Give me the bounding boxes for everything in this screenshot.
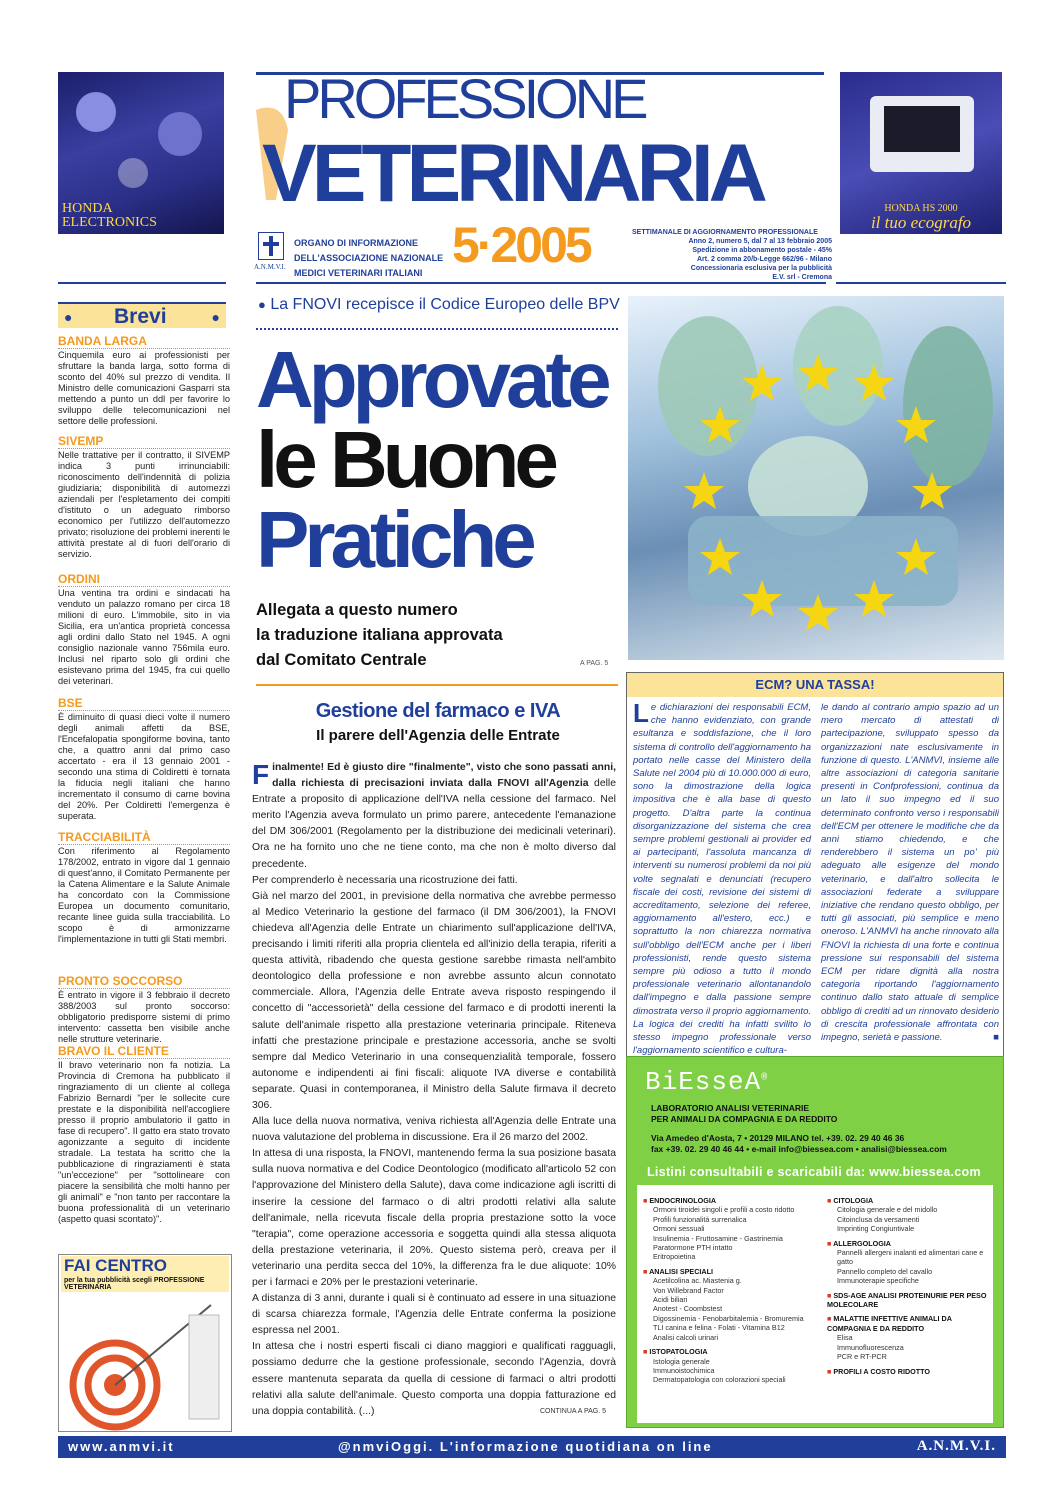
section-divider bbox=[256, 684, 618, 686]
brevi-item: ORDINI Una ventina tra ordini e sindacati ha venduto un palazzo romano per circa 18 milioni di euro. L'immobile, sito in via Sicilia, era un'antica proprietà concessa agli ordini dallo Stato nel 1945. A ogni consiglio nazionale vanno 756mila euro. Inclusi nel riparto solo gli ordini che esistevano prima del 1945, fra cui quello dei veterinari. bbox=[58, 572, 230, 686]
footer-tagline: @nmviOggi. L'informazione quotidiana on line bbox=[338, 1439, 713, 1454]
biessea-services bbox=[637, 1185, 993, 1423]
service-item: Acidi biliari bbox=[653, 1295, 688, 1305]
service-item: Insulinemia - Fruttosamine - Gastrinemia bbox=[653, 1233, 783, 1243]
surgery-photo bbox=[628, 296, 1004, 660]
services-right bbox=[827, 1191, 989, 1376]
article2-subtitle: Il parere dell'Agenzia delle Entrate bbox=[316, 727, 560, 744]
service-item: Imprinting Congiuntivale bbox=[837, 1224, 915, 1234]
header-rule-center bbox=[256, 282, 826, 284]
brevi-header bbox=[58, 302, 226, 328]
service-section-title: ■ PROFILI A COSTO RIDOTTO bbox=[827, 1367, 989, 1376]
article2-title: Gestione del farmaco e IVA bbox=[315, 700, 561, 722]
footer-bar bbox=[58, 1436, 1006, 1458]
eu-stars-icon bbox=[628, 296, 1004, 660]
dropcap: F bbox=[252, 759, 270, 790]
biessea-address: Via Amedeo d'Aosta, 7 • 20129 MILANO tel. +39. 02. 29 40 46 36 fax +39. 02. 29 40 46 44 • e-mail info@biessea.com • analisi@biessea.com bbox=[651, 1133, 947, 1154]
ecm-editorial-box bbox=[626, 672, 1004, 1062]
brevi-item: PRONTO SOCCORSO È entrato in vigore il 3 febbraio il decreto 388/2003 sul pronto soccorso: obbligatorio predisporre sistemi di primo intervento: cassetta ben visibile anche nelle strutture veterinarie. bbox=[58, 974, 230, 1044]
article2-body: Finalmente! Ed è giusto dire "finalmente", visto che sono passati anni, dalla richiesta di precisazioni inviata dalla FNOVI all'Agenzia delle Entrate a proposito di applicazione dell'IVA nella cessione del farmaco. Nel merito l'Agenzia aveva formulato un primo parere, antecedente l'emanazione del DM 306/2001 (Regolamento per la distribuzione dei medicinali veterinari). Ora ne ha fornito uno che ne tiene conto, ma che non è molto diverso dal precedente. Per comprenderlo è necessaria una ricostruzione dei fatti. Già nel marzo del 2001, in previsione della normativa che avrebbe permesso al Medico Veterinario la gestione del farmaco (il DM 306/2001), la FNOVI chiedeva all'Agenzia delle Entrate un chiarimento sull'applicazione dell'IVA, precisando i limiti riferiti alla propria clientela ed all'inizio della terapia, riferiti a questa attività, ribadendo che questa gestione sarebbe rimasta nell'ambito deontologico della professione e non avrebbe assunto alcun connotato commerciale. Allora, l'Agenzia delle Entrate aveva risposto respingendo il concetto di "accessorietà" della cessione del farmaco e di prodotti inerenti la salute dell'animale rispetto alla prestazione veterinaria principale. Riteneva infatti che prestazione principale e prestazione accessoria, anche se svolti sempre dal Medico Veterinario in una consequenzialità temporale, fossero autonome e indipendenti ai fini fiscali: aliquote IVA diverse e contabilità separate. Quasi in contemporanea, il Ministro della Salute firmava il decreto 306. Alla luce della nuova normativa, veniva richiesta all'Agenzia delle Entrate una nuova valutazione del problema in discussione. Era il 26 marzo del 2002. In attesa di una risposta, la FNOVI, mantenendo ferma la sua posizione basata sulla nuova normativa e del Codice Deontologico (modificato all'articolo 52 con l'approvazione del Ministero della Salute), dava come indicazione agli iscritti di inserire la cessione del farmaco o di altri prodotti relativi alla salute dell'animale, nella ricevuta fiscale della propria prestazione sotto la voce "terapia", come operazione accessoria e soggetta quindi alla stessa aliquota della prestazione veterinaria, il 20%. Questo sistema però, creava per il veterinario una perdita secca del 10%, la differenza fra le due aliquote: 10% per i farmaci e 20% per le prestazioni veterinarie. A distanza di 3 anni, durante i quali si è continuato ad essere in una situazione di scarsa chiarezza formale, l'Agenzia delle Entrate conferma la posizione espressa nel 2001. In attesa che i nostri esperti fiscali ci diano maggiori e qualificati ragguagli, possiamo dedurre che la gestione professionale, secondo l'Agenzia, dovrà essere mantenuta separata da quella di cessione di farmaci o altri prodotti relativi alla salute dell'animale. Questo comporta una doppia fatturazione ed una doppia contabilità. (...) bbox=[252, 759, 617, 1417]
footer-website-link[interactable]: www.anmvi.it bbox=[68, 1439, 175, 1454]
continue-link[interactable]: CONTINUA A PAG. 5 bbox=[540, 1408, 607, 1415]
ecm-title: ECM? UNA TASSA! bbox=[627, 673, 1003, 697]
brevi-title: Brevi bbox=[114, 305, 167, 328]
honda-electronics-ad[interactable] bbox=[58, 72, 224, 234]
article-kicker: ● La FNOVI recepisce il Codice Europeo delle BPV bbox=[258, 296, 620, 313]
service-item: Citologia generale e del midollo bbox=[837, 1205, 938, 1215]
ecm-column-2: le dando al contrario ampio spazio ad un mero mercato di attestati di partecipazione, sviluppato spesso da organizzazioni nate esclusivamente in funzione di questo. L'ANMVI, insieme alle altre associazioni di categoria sanitarie presenti in Confprofessioni, continua da un lato il suo impegno ed il suo determinato confronto verso i responsabili dell'ECM per ottenere le modifiche che da anni stiamo chiedendo, e che renderebbero il sistema un po' più adeguato alle esigenze del mondo veterinario, e dall'altro sollecita le associazioni federate a sviluppare iniziative che rendano questo obbligo, per tutti gli associati, più semplice e meno oneroso. L'ANMVI ha anche rinnovato alla FNOVI la richiesta di una forte e continua pressione sui responsabili del sistema ECM per ridare dignità alla nostra categoria riportando l'aggiornamento continuo dallo stato attuale di semplice obbligo di crediti ad un rinnovato desiderio di crescita professionale affrontata con impegno, serietà e passione. ■ bbox=[821, 702, 999, 1044]
service-section-title: ■ CITOLOGIA bbox=[827, 1196, 989, 1205]
issue-number: 5·2005 bbox=[452, 217, 590, 273]
ad-decoration-icon bbox=[158, 112, 202, 156]
ultrasound-device-icon bbox=[870, 96, 974, 172]
service-item: Profili funzionalità surrenalica bbox=[653, 1214, 747, 1224]
header-rule-right bbox=[836, 282, 1006, 284]
kicker-divider bbox=[256, 328, 618, 330]
service-item: Immunofluorescenza bbox=[837, 1342, 904, 1352]
org-description: ORGANO DI INFORMAZIONE DELL'ASSOCIAZIONE NAZIONALE MEDICI VETERINARI ITALIANI bbox=[294, 238, 444, 278]
service-item: Paratormone PTH intatto bbox=[653, 1243, 733, 1253]
service-item: Immunoistochimica bbox=[653, 1365, 715, 1375]
service-item: TLI canina e felina - Folati - Vitamina B12 bbox=[653, 1323, 785, 1333]
ecm-column-1: Le dichiarazioni dei responsabili ECM, che hanno evidenziato, con grande esultanza e soddisfazione, che il loro sistema di controllo dell'aggiornamento ha portato nelle casse del Ministero della Salute nel 2004 più di 10.000.000 di euro, sono la dimostrazione della logica impositiva che è alla base di questo progetto. D'altra parte la continua disorganizzazione del sistema che crea sempre problemi gestionali ai provider ed ai partecipanti, l'assoluta mancanza di interventi su numerosi problemi da noi più volte segnalati e denunciati (recupero fiscale dei costi, revisione dei sistemi di accreditamento, selezione dei referee, aggiornamento all'estero, ecc.) e soprattutto la non chiarezza normativa sull'obbligo dell'ECM anche per i liberi professionisti, rende questo sistema sempre più odioso a tutto il mondo professionale veterinario allontanandolo dall'impegno e dalla passione sempre dimostrata verso il proprio aggiornamento. La logica dei crediti ha infatti svilito lo stesso impegno professionale verso l'aggiornamento scientifico e cultura- bbox=[633, 698, 811, 1057]
bullet-icon: ● bbox=[211, 309, 220, 325]
dropcap: L bbox=[633, 698, 649, 728]
service-section-title: ■ ISTOPATOLOGIA bbox=[643, 1347, 821, 1356]
service-section-title: ■ ENDOCRINOLOGIA bbox=[643, 1196, 821, 1205]
biessea-logo: BiEsseA® bbox=[645, 1067, 769, 1097]
anmvi-logo-icon bbox=[258, 232, 284, 260]
biessea-listini[interactable]: Listini consultabili e scaricabili da: www.biessea.com bbox=[647, 1165, 981, 1179]
target-icon bbox=[61, 1295, 229, 1431]
service-section-title: ■ SDS-AGE ANALISI PROTEINURIE PER PESO MOLECOLARE bbox=[827, 1291, 989, 1310]
ad-decoration-icon bbox=[76, 92, 116, 132]
brevi-item: TRACCIABILITÀ Con riferimento al Regolamento 178/2002, entrato in vigore dal 1 gennaio di quest'anno, il Comitato Permanente per la Catena Alimentare e la Salute Animale ha concordato con la Commissione Europea un documento comunitario, recante linee guida sulla tracciabilità. Lo scopo è di armonizzarne l'implementazione in tutti gli Stati membri. bbox=[58, 830, 230, 944]
masthead-title-line2: VETERINARIA bbox=[262, 128, 763, 219]
biessea-ad[interactable] bbox=[626, 1056, 1004, 1428]
service-item: Citoinclusa da versamenti bbox=[837, 1214, 920, 1224]
org-logo-label: A.N.M.V.I. bbox=[254, 263, 286, 271]
service-item: Eritropoietina bbox=[653, 1252, 696, 1262]
brevi-item: BRAVO IL CLIENTE Il bravo veterinario non fa notizia. La Provincia di Cremona ha pubblicato il ringraziamento di un cliente al collega Fabrizio Bernardi "per le sollecite cure prestate e la disponibilità nell'accogliere presso il proprio ambulatorio il gatto in fase di recupero". Il gatto era stato trovato agonizzante a seguito di incidente stradale. La testata ha scritto che la pubblicazione di ringraziamenti è stata "un'eccezione" per "sottolineare con piacere la sensibilità che molti hanno per gli animali" e "non tanto per raccontare la buona professionalità di un veterinario (aspetto quasi scontato)". bbox=[58, 1044, 230, 1224]
service-item: Anotest - Coombstest bbox=[653, 1304, 723, 1314]
masthead-title-line1: PROFESSIONE bbox=[284, 67, 645, 130]
service-section-title: ■ ANALISI SPECIALI bbox=[643, 1267, 821, 1276]
fai-centro-title: FAI CENTRO per la tua pubblicità scegli PROFESSIONE VETERINARIA bbox=[61, 1256, 229, 1292]
service-section-title: ■ ALLERGOLOGIA bbox=[827, 1239, 989, 1248]
service-item: Digossinemia - Fenobarbitalemia - Bromuremia bbox=[653, 1313, 804, 1323]
bullet-icon: ● bbox=[258, 297, 266, 312]
service-item: Elisa bbox=[837, 1333, 853, 1343]
service-item: Istologia generale bbox=[653, 1356, 710, 1366]
service-item: Pannello completo del cavallo bbox=[837, 1266, 933, 1276]
ad-caption: HONDA ELECTRONICS bbox=[62, 201, 157, 230]
honda-hs2000-ad[interactable] bbox=[840, 72, 1002, 234]
service-item: Pannelli allergeni inalanti ed alimentari cane e gatto bbox=[837, 1248, 984, 1267]
main-deck: Allegata a questo numero la traduzione italiana approvata dal Comitato Centrale bbox=[256, 601, 503, 669]
service-item: Immunoterapie specifiche bbox=[837, 1276, 919, 1286]
services-left bbox=[643, 1191, 821, 1385]
end-mark-icon: ■ bbox=[993, 1032, 999, 1044]
footer-anmvi-logo: A.N.M.V.I. bbox=[916, 1438, 996, 1454]
brevi-item: BSE È diminuito di quasi dieci volte il numero degli animali affetti da BSE, l'Encefalopatia spongiforme bovina, tanto che, a quattro anni dal primo caso accertato - era il 13 gennaio 2001 - secondo una stima di Coldiretti è tornata la fiducia negli italiani che hanno incrementato il consumo di carne bovina del 20%. Per Coldiretti l'emergenza è superata. bbox=[58, 696, 230, 821]
fai-centro-ad[interactable] bbox=[58, 1254, 232, 1432]
main-headline: Approvate le Buone Pratiche bbox=[256, 335, 607, 584]
ad-decoration-icon bbox=[118, 158, 148, 188]
service-item: PCR e RT-PCR bbox=[837, 1352, 887, 1362]
service-item: Ormoni sessuali bbox=[653, 1224, 705, 1234]
service-section-title: ■ MALATTIE INFETTIVE ANIMALI DA COMPAGNIA E DA REDDITO bbox=[827, 1314, 989, 1333]
ad-caption: HONDA HS 2000 il tuo ecografo bbox=[870, 203, 972, 232]
biessea-lab-title: LABORATORIO ANALISI VETERINARIE PER ANIMALI DA COMPAGNIA E DA REDDITO bbox=[651, 1103, 838, 1124]
service-item: Analisi calcoli urinari bbox=[653, 1332, 719, 1342]
bullet-icon: ● bbox=[64, 309, 73, 325]
brevi-item: BANDA LARGA Cinquemila euro ai professionisti per sfruttare la banda larga, sotto forma di sconto del 40% sul prezzo di vendita. Il Ministro delle comunicazioni Gasparri sta mettendo a punto un ddl per favorire lo sviluppo delle telecomunicazioni nel settore delle professioni. bbox=[58, 334, 230, 426]
registered-icon: ® bbox=[761, 1072, 769, 1084]
service-item: Von Willebrand Factor bbox=[653, 1285, 724, 1295]
service-item: Dermatopatologia con colorazioni speciali bbox=[653, 1375, 786, 1385]
publication-info: SETTIMANALE DI AGGIORNAMENTO PROFESSIONALE Anno 2, numero 5, dal 7 al 13 febbraio 2005 Spedizione in abbonamento postale - 45% Art. 2 comma 20/b-Legge 662/96 - Milano Concessionaria esclusiva per la pubblicità E.V. srl - Cremona bbox=[632, 229, 832, 281]
header-rule-left bbox=[58, 282, 226, 284]
service-item: Acetilcolina ac. Miastenia g. bbox=[653, 1276, 742, 1286]
brevi-item: SIVEMP Nelle trattative per il contratto, il SIVEMP indica 3 punti irrinunciabili: riconoscimento dell'indennità di polizia giudiziaria; disponibilità di automezzi aziendali per l'espletamento dei compiti d'istituto o un adeguato rimborso economico per l'utilizzo dell'automezzo privato; risoluzione dei problemi inerenti le attività prestate al di fuori dell'orario di servizio. bbox=[58, 434, 230, 559]
page-reference[interactable]: A PAG. 5 bbox=[580, 660, 609, 667]
service-item: Ormoni tiroidei singoli e profili a costo ridotto bbox=[653, 1205, 795, 1215]
